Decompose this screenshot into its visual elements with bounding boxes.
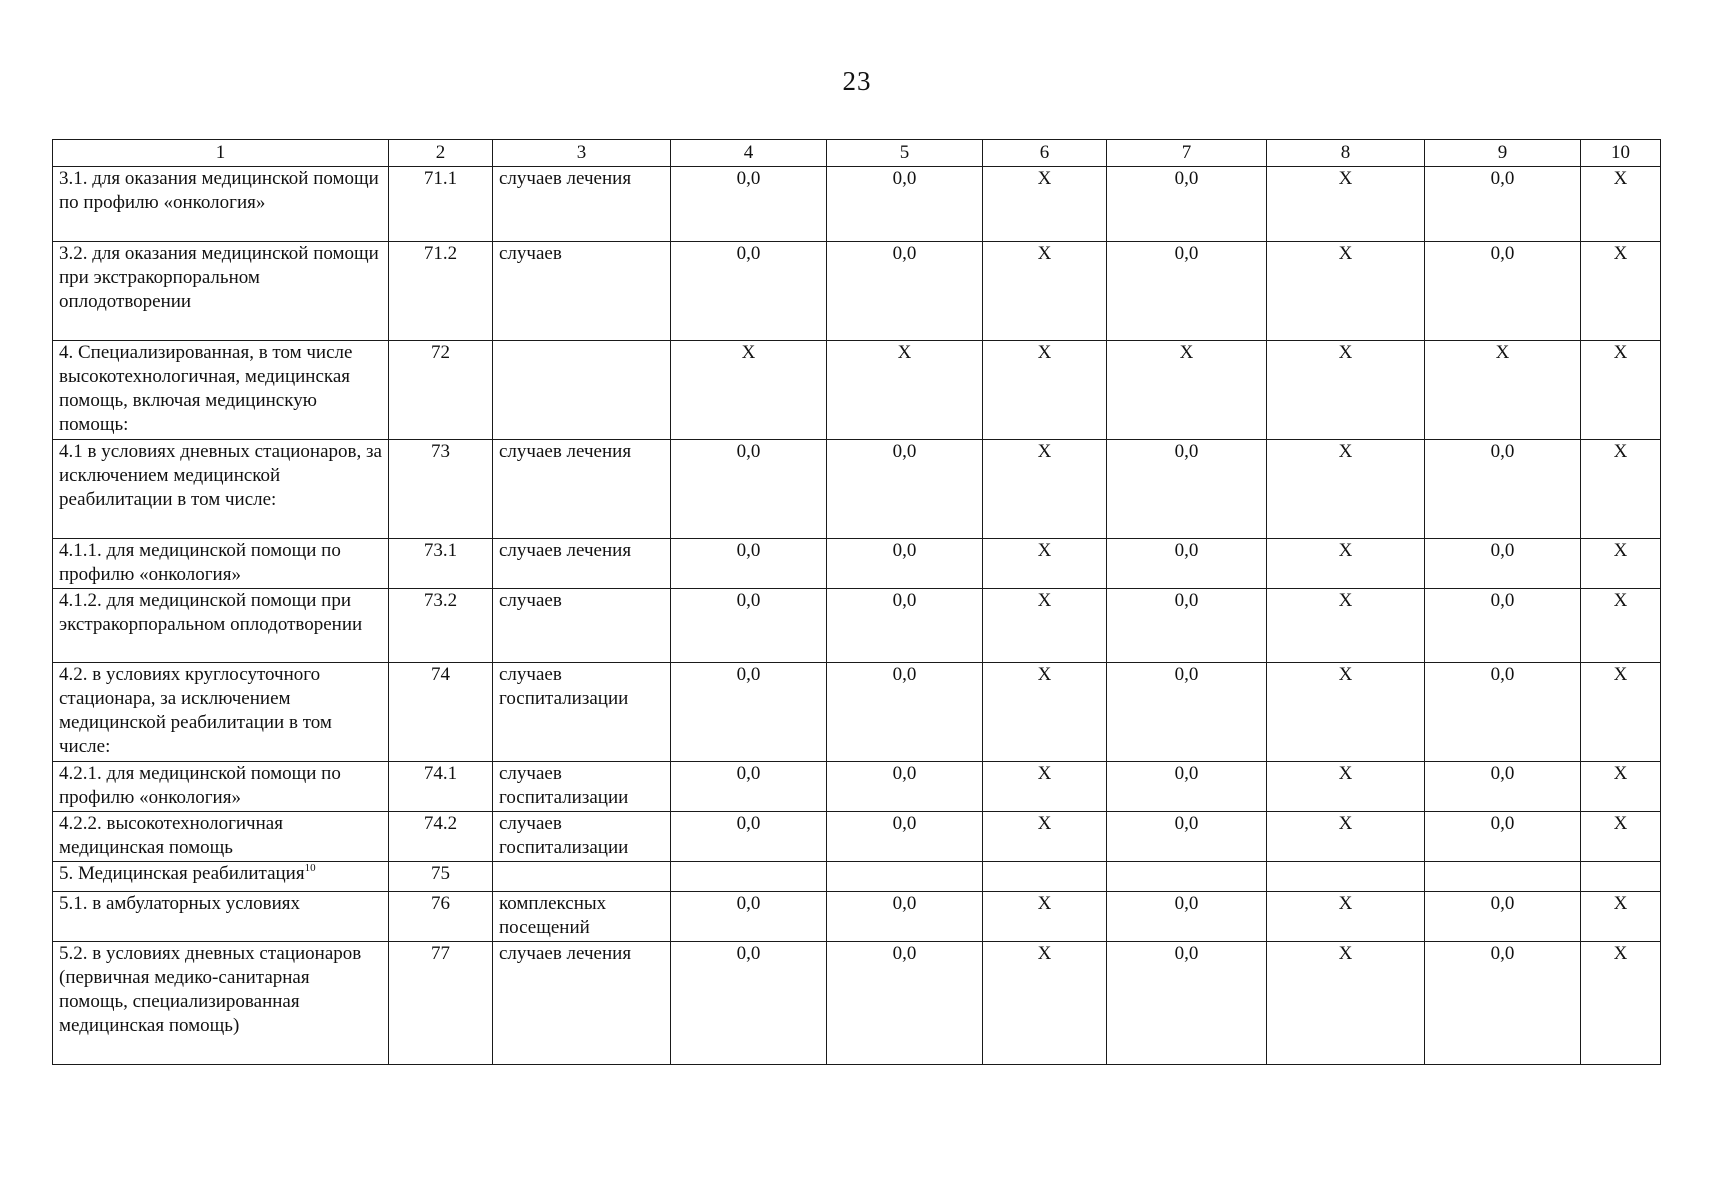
row-unit: случаев госпитализации — [493, 812, 671, 862]
row-value: 0,0 — [827, 242, 983, 341]
row-value: X — [1581, 539, 1661, 589]
row-value: X — [1267, 812, 1425, 862]
column-header: 6 — [983, 140, 1107, 167]
row-name — [53, 167, 389, 242]
table-row — [53, 862, 1661, 892]
row-value: 0,0 — [1107, 892, 1267, 942]
row-value: X — [1581, 812, 1661, 862]
table-row — [53, 812, 1661, 862]
row-value: X — [1107, 341, 1267, 440]
row-value: X — [1267, 341, 1425, 440]
table-row — [53, 663, 1661, 762]
row-value: X — [983, 589, 1107, 663]
row-value: 0,0 — [671, 762, 827, 812]
row-value: X — [983, 892, 1107, 942]
column-header: 4 — [671, 140, 827, 167]
column-header: 7 — [1107, 140, 1267, 167]
row-value: 0,0 — [1425, 762, 1581, 812]
row-value: X — [1267, 762, 1425, 812]
row-code: 73.1 — [389, 539, 493, 589]
row-unit: случаев госпитализации — [493, 762, 671, 812]
row-value: X — [983, 167, 1107, 242]
row-value: 0,0 — [827, 589, 983, 663]
page-number: 23 — [842, 66, 872, 96]
row-value: X — [983, 242, 1107, 341]
table-row — [53, 762, 1661, 812]
row-name — [53, 812, 389, 862]
row-name-text: 4.1 в условиях дневных стационаров, за исключением медицинской реабилитации в том числе: — [59, 441, 382, 510]
row-value: 0,0 — [671, 942, 827, 1065]
row-name — [53, 862, 389, 892]
row-value: 0,0 — [1107, 663, 1267, 762]
row-value — [1107, 862, 1267, 892]
row-name-text: 4. Специализированная, в том числе высокотехнологичная, медицинская помощь, включая медицинскую помощь: — [59, 342, 353, 435]
row-name — [53, 942, 389, 1065]
row-value: 0,0 — [827, 167, 983, 242]
row-name — [53, 539, 389, 589]
row-unit: случаев лечения — [493, 440, 671, 539]
row-code: 73.2 — [389, 589, 493, 663]
table-row — [53, 440, 1661, 539]
row-value: 0,0 — [671, 440, 827, 539]
row-value: 0,0 — [827, 942, 983, 1065]
row-code: 74.1 — [389, 762, 493, 812]
row-name — [53, 892, 389, 942]
row-value: X — [1581, 440, 1661, 539]
row-value: 0,0 — [671, 589, 827, 663]
row-unit — [493, 862, 671, 892]
row-unit — [493, 341, 671, 440]
row-name — [53, 242, 389, 341]
row-value: X — [1267, 663, 1425, 762]
row-value: 0,0 — [827, 539, 983, 589]
row-value: X — [983, 341, 1107, 440]
row-value: 0,0 — [1425, 663, 1581, 762]
row-name-text: 5.2. в условиях дневных стационаров (первичная медико-санитарная помощь, специализированная медицинская помощь) — [59, 943, 362, 1036]
table-row — [53, 892, 1661, 942]
row-value: 0,0 — [1107, 942, 1267, 1065]
row-code: 71.2 — [389, 242, 493, 341]
row-value: 0,0 — [827, 812, 983, 862]
row-value: X — [1581, 242, 1661, 341]
row-name — [53, 663, 389, 762]
row-value: 0,0 — [1107, 242, 1267, 341]
row-value: 0,0 — [1425, 167, 1581, 242]
row-value — [1267, 862, 1425, 892]
row-value — [671, 862, 827, 892]
row-value: X — [983, 812, 1107, 862]
footnote-marker: 10 — [304, 862, 316, 874]
row-unit: случаев лечения — [493, 942, 671, 1065]
row-value: 0,0 — [1425, 812, 1581, 862]
row-value: 0,0 — [671, 539, 827, 589]
row-value: 0,0 — [671, 892, 827, 942]
row-code: 74 — [389, 663, 493, 762]
row-code: 76 — [389, 892, 493, 942]
row-code: 75 — [389, 862, 493, 892]
row-code: 73 — [389, 440, 493, 539]
table-body — [53, 167, 1661, 1065]
row-value: X — [983, 942, 1107, 1065]
row-unit: случаев лечения — [493, 167, 671, 242]
column-header: 2 — [389, 140, 493, 167]
row-unit: случаев лечения — [493, 539, 671, 589]
row-code: 74.2 — [389, 812, 493, 862]
row-name-text: 4.2.2. высокотехнологичная медицинская помощь — [59, 813, 283, 858]
row-code: 77 — [389, 942, 493, 1065]
row-unit: случаев — [493, 589, 671, 663]
row-value: X — [1581, 167, 1661, 242]
column-header: 8 — [1267, 140, 1425, 167]
row-value: 0,0 — [1425, 892, 1581, 942]
row-value: 0,0 — [671, 812, 827, 862]
row-value: 0,0 — [1107, 762, 1267, 812]
row-value: X — [1581, 589, 1661, 663]
row-name — [53, 762, 389, 812]
row-value: 0,0 — [671, 242, 827, 341]
row-name-text: 5.1. в амбулаторных условиях — [59, 893, 300, 914]
header-row — [53, 140, 1661, 167]
row-unit: комплексных посещений — [493, 892, 671, 942]
table-row — [53, 942, 1661, 1065]
row-value — [1581, 862, 1661, 892]
row-name-text: 4.2. в условиях круглосуточного стационара, за исключением медицинской реабилитации в том числе: — [59, 664, 332, 757]
data-table — [52, 139, 1661, 1065]
row-value: 0,0 — [1425, 440, 1581, 539]
row-value: 0,0 — [1425, 589, 1581, 663]
row-value: 0,0 — [1425, 539, 1581, 589]
row-name-text: 4.1.1. для медицинской помощи по профилю «онкология» — [59, 540, 341, 585]
row-value: X — [827, 341, 983, 440]
row-value: 0,0 — [827, 892, 983, 942]
row-value: 0,0 — [671, 167, 827, 242]
row-value: X — [1425, 341, 1581, 440]
row-value: X — [983, 762, 1107, 812]
column-header: 10 — [1581, 140, 1661, 167]
row-value: X — [1581, 341, 1661, 440]
row-name-text: 4.1.2. для медицинской помощи при экстракорпоральном оплодотворении — [59, 590, 363, 635]
row-name-text: 3.2. для оказания медицинской помощи при экстракорпоральном оплодотворении — [59, 243, 379, 312]
row-name — [53, 341, 389, 440]
row-value: 0,0 — [827, 762, 983, 812]
row-name-text: 4.2.1. для медицинской помощи по профилю «онкология» — [59, 763, 341, 808]
row-value: X — [1267, 589, 1425, 663]
row-value: X — [1267, 539, 1425, 589]
row-value: 0,0 — [827, 663, 983, 762]
row-value: X — [1267, 242, 1425, 341]
row-name-text: 5. Медицинская реабилитация — [59, 863, 305, 884]
column-header: 9 — [1425, 140, 1581, 167]
column-header: 1 — [53, 140, 389, 167]
row-code: 71.1 — [389, 167, 493, 242]
row-unit: случаев — [493, 242, 671, 341]
row-value: 0,0 — [1425, 942, 1581, 1065]
row-value: X — [983, 539, 1107, 589]
table-row — [53, 539, 1661, 589]
row-value: 0,0 — [1107, 589, 1267, 663]
row-value: 0,0 — [1107, 440, 1267, 539]
row-value: X — [983, 440, 1107, 539]
table-row — [53, 341, 1661, 440]
row-name — [53, 589, 389, 663]
row-value — [827, 862, 983, 892]
row-value: X — [1581, 892, 1661, 942]
row-value: X — [671, 341, 827, 440]
row-value: 0,0 — [1107, 167, 1267, 242]
row-value: 0,0 — [671, 663, 827, 762]
row-code: 72 — [389, 341, 493, 440]
row-value: 0,0 — [1107, 812, 1267, 862]
row-value: X — [1267, 440, 1425, 539]
row-value — [983, 862, 1107, 892]
table-row — [53, 167, 1661, 242]
row-value: X — [1267, 942, 1425, 1065]
row-name-text: 3.1. для оказания медицинской помощи по профилю «онкология» — [59, 168, 379, 213]
row-value: X — [1581, 942, 1661, 1065]
row-value: X — [1581, 762, 1661, 812]
row-name — [53, 440, 389, 539]
column-header: 5 — [827, 140, 983, 167]
row-value: 0,0 — [1425, 242, 1581, 341]
table-row — [53, 589, 1661, 663]
row-value — [1425, 862, 1581, 892]
row-value: X — [983, 663, 1107, 762]
row-value: X — [1267, 892, 1425, 942]
row-value: X — [1267, 167, 1425, 242]
column-header: 3 — [493, 140, 671, 167]
row-unit: случаев госпитализации — [493, 663, 671, 762]
row-value: 0,0 — [1107, 539, 1267, 589]
table-row — [53, 242, 1661, 341]
row-value: X — [1581, 663, 1661, 762]
row-value: 0,0 — [827, 440, 983, 539]
